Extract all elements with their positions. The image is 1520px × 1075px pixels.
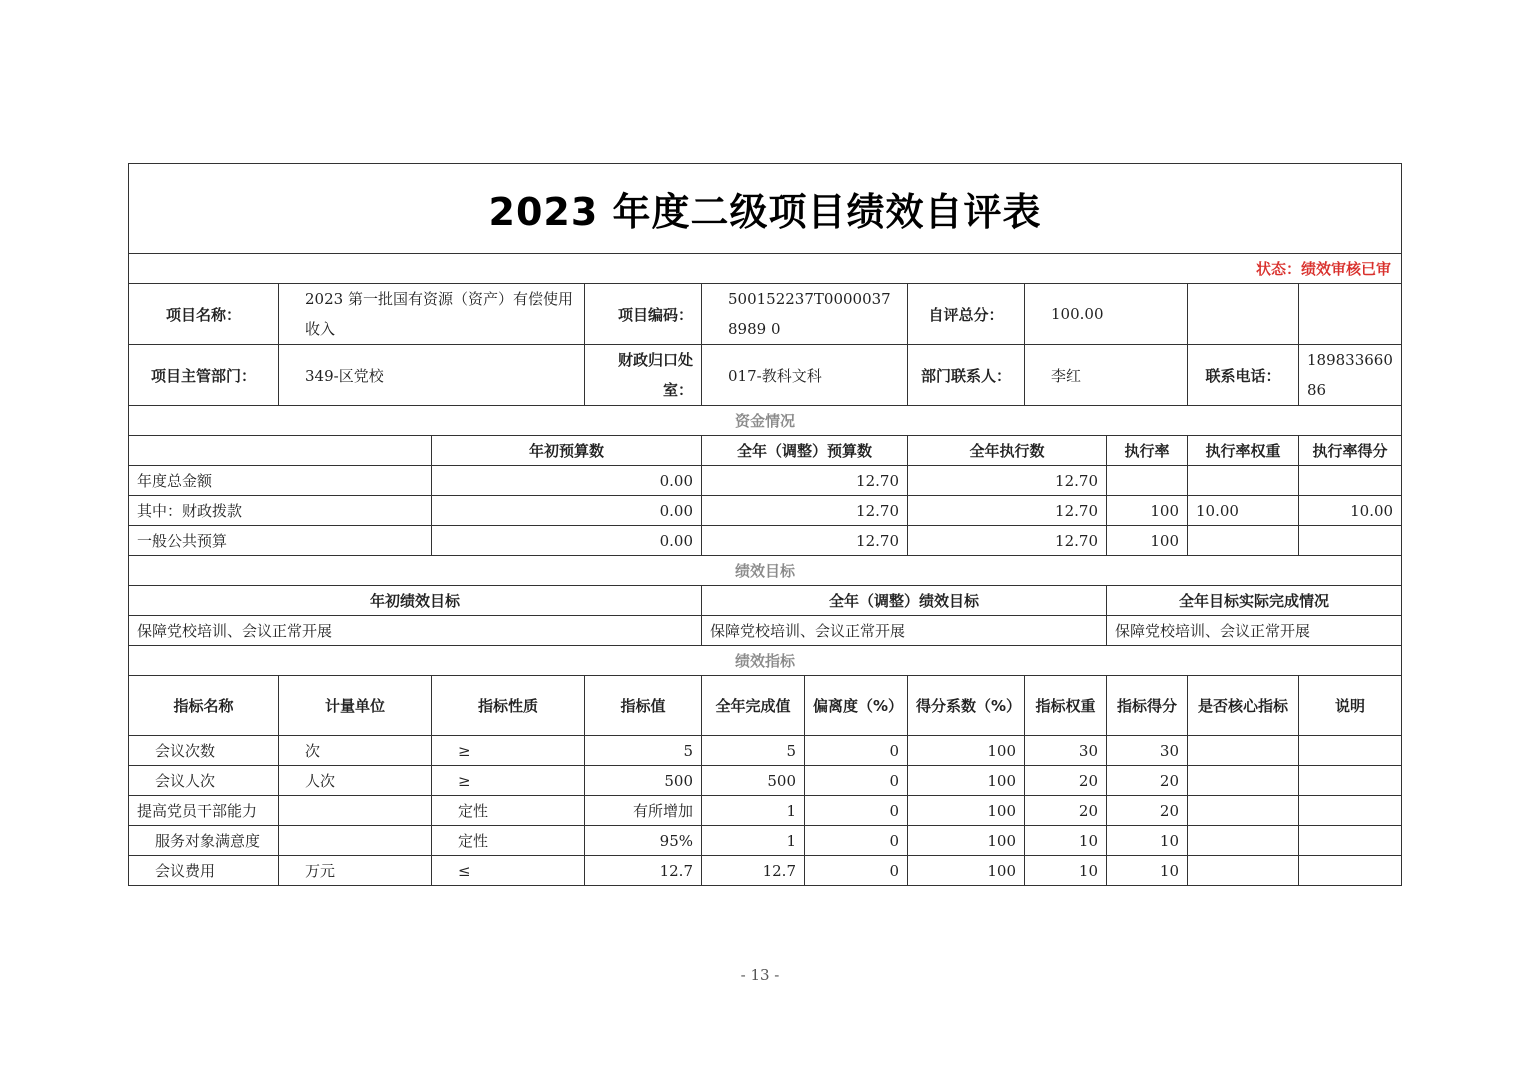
indicator-coef: 100 [908,736,1025,766]
goals-actual-value: 保障党校培训、会议正常开展 [1107,616,1402,646]
project-code-label: 项目编码： [585,284,702,345]
funding-header-executed: 全年执行数 [908,436,1107,466]
funding-row-score [1299,466,1402,496]
indicator-note [1299,856,1402,886]
funding-row-executed: 12.70 [908,526,1107,556]
project-code-value: 500152237T00000378989 0 [702,284,908,345]
document-title: 2023 年度二级项目绩效自评表 [129,164,1402,254]
funding-row-weight [1188,526,1299,556]
indicators-section-title: 绩效指标 [129,646,1402,676]
table-row [129,766,1402,796]
indicator-header-unit: 计量单位 [279,676,432,736]
indicator-done: 500 [702,766,805,796]
funding-row-adjusted: 12.70 [702,466,908,496]
self-score-value: 100.00 [1025,284,1188,345]
indicator-score: 10 [1107,856,1188,886]
indicator-header-done: 全年完成值 [702,676,805,736]
indicator-score: 10 [1107,826,1188,856]
project-name-label: 项目名称： [129,284,279,345]
table-row [129,826,1402,856]
funding-row-initial: 0.00 [432,496,702,526]
finance-office-label: 财政归口处室： [585,345,702,406]
indicator-value: 95% [585,826,702,856]
goals-initial-value: 保障党校培训、会议正常开展 [129,616,702,646]
indicator-done: 12.7 [702,856,805,886]
indicator-note [1299,796,1402,826]
funding-row-initial: 0.00 [432,526,702,556]
table-row [129,736,1402,766]
funding-row-weight [1188,466,1299,496]
indicator-core [1188,826,1299,856]
indicator-value: 500 [585,766,702,796]
empty-cell [1299,284,1402,345]
indicator-weight: 20 [1025,796,1107,826]
funding-row-adjusted: 12.70 [702,526,908,556]
contact-value: 李红 [1025,345,1188,406]
indicator-core [1188,766,1299,796]
indicator-header-name: 指标名称 [129,676,279,736]
funding-row-name: 其中：财政拨款 [129,496,432,526]
funding-row-name: 一般公共预算 [129,526,432,556]
table-row [129,616,1402,646]
funding-row-rate: 100 [1107,526,1188,556]
indicator-score: 20 [1107,796,1188,826]
department-label: 项目主管部门： [129,345,279,406]
indicator-note [1299,826,1402,856]
indicator-core [1188,856,1299,886]
indicator-nature: 定性 [432,826,585,856]
funding-section-title: 资金情况 [129,406,1402,436]
self-score-label: 自评总分： [908,284,1025,345]
indicator-nature: ≥ [432,736,585,766]
empty-cell [129,436,432,466]
funding-row-rate: 100 [1107,496,1188,526]
indicator-header-weight: 指标权重 [1025,676,1107,736]
indicator-nature: 定性 [432,796,585,826]
funding-header-initial: 年初预算数 [432,436,702,466]
indicator-done: 5 [702,736,805,766]
indicator-header-value: 指标值 [585,676,702,736]
phone-value: 18983366086 [1299,345,1402,406]
indicator-name: 会议人次 [129,766,279,796]
indicator-coef: 100 [908,856,1025,886]
indicator-deviation: 0 [805,796,908,826]
goals-header-initial: 年初绩效目标 [129,586,702,616]
table-row [129,496,1402,526]
funding-row-adjusted: 12.70 [702,496,908,526]
indicator-score: 20 [1107,766,1188,796]
project-name-value: 2023 第一批国有资源（资产）有偿使用收入 [279,284,585,345]
funding-row-initial: 0.00 [432,466,702,496]
funding-header-score: 执行率得分 [1299,436,1402,466]
funding-header-adjusted: 全年（调整）预算数 [702,436,908,466]
indicator-name: 会议次数 [129,736,279,766]
indicator-done: 1 [702,826,805,856]
indicator-unit [279,796,432,826]
indicator-coef: 100 [908,796,1025,826]
indicator-weight: 10 [1025,826,1107,856]
funding-row-executed: 12.70 [908,466,1107,496]
table-row [129,526,1402,556]
funding-header-weight: 执行率权重 [1188,436,1299,466]
indicator-header-coef: 得分系数（%） [908,676,1025,736]
indicator-nature: ≥ [432,766,585,796]
indicator-weight: 20 [1025,766,1107,796]
indicator-deviation: 0 [805,856,908,886]
table-row [129,856,1402,886]
page-number: - 13 - [740,966,780,984]
indicator-name: 会议费用 [129,856,279,886]
indicator-weight: 30 [1025,736,1107,766]
contact-label: 部门联系人： [908,345,1025,406]
funding-row-score: 10.00 [1299,496,1402,526]
indicator-note [1299,736,1402,766]
indicator-name: 服务对象满意度 [129,826,279,856]
indicator-name: 提高党员干部能力 [129,796,279,826]
funding-row-rate [1107,466,1188,496]
indicator-coef: 100 [908,826,1025,856]
indicator-value: 有所增加 [585,796,702,826]
table-row [129,796,1402,826]
indicator-deviation: 0 [805,736,908,766]
goals-section-title: 绩效目标 [129,556,1402,586]
phone-label: 联系电话： [1188,345,1299,406]
empty-cell [1188,284,1299,345]
indicator-done: 1 [702,796,805,826]
indicator-unit [279,826,432,856]
indicator-header-core: 是否核心指标 [1188,676,1299,736]
goals-adjusted-value: 保障党校培训、会议正常开展 [702,616,1107,646]
table-row [129,466,1402,496]
funding-header-rate: 执行率 [1107,436,1188,466]
indicator-value: 5 [585,736,702,766]
funding-row-weight: 10.00 [1188,496,1299,526]
status-badge: 状态：绩效审核已审 [129,254,1402,284]
indicator-header-score: 指标得分 [1107,676,1188,736]
indicator-note [1299,766,1402,796]
goals-header-adjusted: 全年（调整）绩效目标 [702,586,1107,616]
indicator-core [1188,736,1299,766]
funding-row-executed: 12.70 [908,496,1107,526]
performance-evaluation-table [128,163,1402,886]
indicator-weight: 10 [1025,856,1107,886]
indicator-header-nature: 指标性质 [432,676,585,736]
indicator-nature: ≤ [432,856,585,886]
indicator-coef: 100 [908,766,1025,796]
indicator-score: 30 [1107,736,1188,766]
indicator-unit: 次 [279,736,432,766]
department-value: 349-区党校 [279,345,585,406]
indicator-header-deviation: 偏离度（%） [805,676,908,736]
funding-row-score [1299,526,1402,556]
indicator-deviation: 0 [805,766,908,796]
funding-row-name: 年度总金额 [129,466,432,496]
indicator-unit: 万元 [279,856,432,886]
goals-header-actual: 全年目标实际完成情况 [1107,586,1402,616]
finance-office-value: 017-教科文科 [702,345,908,406]
indicator-core [1188,796,1299,826]
indicator-header-note: 说明 [1299,676,1402,736]
indicator-unit: 人次 [279,766,432,796]
indicator-value: 12.7 [585,856,702,886]
indicator-deviation: 0 [805,826,908,856]
